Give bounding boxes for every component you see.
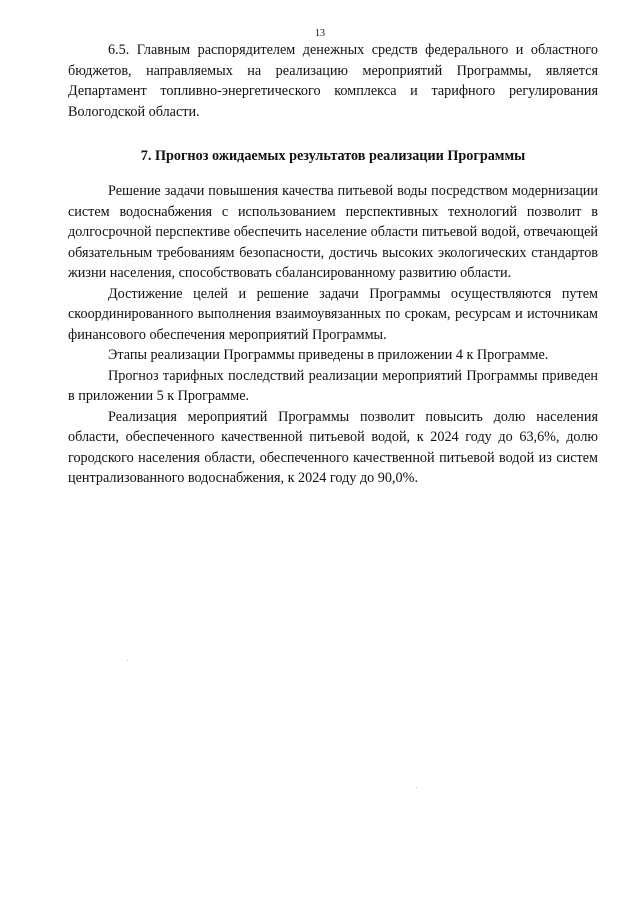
- section-paragraph-1: Решение задачи повышения качества питьевой воды посредством модернизации систем водоснабжения с использованием перспективных технологий позволит в долгосрочной перспективе обеспечить население области питьевой водой, отвечающей обязательным требованиям безопасности, достичь высоких экологических стандартов жизни населения, способствовать сбалансированному развитию области.: [68, 183, 598, 281]
- scan-speck: [416, 787, 417, 788]
- scan-speck: [127, 660, 128, 661]
- section-paragraph-5: Реализация мероприятий Программы позволит повысить долю населения области, обеспеченного качественной питьевой водой, к 2024 году до 63,6%, долю городского населения области, обеспеченного качественной питьевой водой из систем централизованного водоснабжения, к 2024 году до 90,0%.: [68, 408, 598, 486]
- paragraph-6-5: 6.5. Главным распорядителем денежных средств федерального и областного бюджетов, направляемых на реализацию мероприятий Программы, является Департамент топливно-энергетического комплекса и тарифного регулирования Вологодской области.: [68, 42, 598, 120]
- section-paragraph-4: Прогноз тарифных последствий реализации мероприятий Программы приведен в приложении 5 к Программе.: [68, 367, 598, 404]
- page-number: 13: [315, 28, 325, 39]
- document-content: [68, 40, 598, 489]
- section-paragraph-2: Достижение целей и решение задачи Программы осуществляются путем скоординированного выполнения взаимоувязанных по срокам, ресурсам и источникам финансового обеспечения мероприятий Программы.: [68, 285, 598, 343]
- section-heading: 7. Прогноз ожидаемых результатов реализации Программы: [140, 148, 526, 164]
- section-paragraph-3: Этапы реализации Программы приведены в приложении 4 к Программе.: [108, 347, 549, 363]
